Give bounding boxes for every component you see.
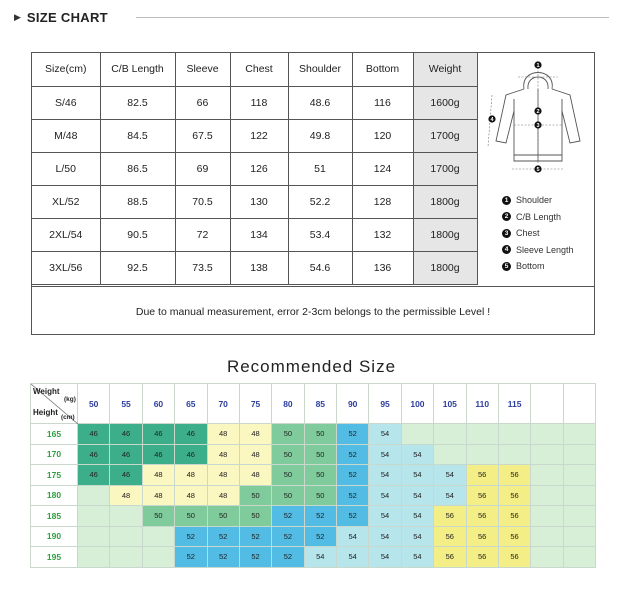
size-cell: 56 (498, 526, 530, 547)
legend-item (502, 225, 574, 242)
size-table-cell: 138 (230, 251, 288, 284)
weight-header-cell: 95 (369, 384, 401, 424)
size-table-header: Weight (413, 53, 477, 86)
size-cell: 56 (466, 526, 498, 547)
size-chart-box (31, 52, 595, 335)
size-table-cell: 82.5 (100, 86, 175, 119)
size-table-cell: 1800g (413, 218, 477, 251)
size-table-cell: 48.6 (288, 86, 352, 119)
size-cell: 46 (78, 465, 110, 486)
size-cell: 46 (78, 424, 110, 445)
size-table-cell: 1700g (413, 152, 477, 185)
size-cell: 46 (142, 424, 174, 445)
size-cell: 46 (175, 424, 207, 445)
size-cell: 50 (175, 506, 207, 527)
weight-header-cell (531, 384, 563, 424)
size-cell: 52 (272, 547, 304, 568)
play-arrow-icon: ▶ (14, 11, 21, 22)
height-label-cell: 190 (31, 526, 78, 547)
legend-number-badge: 5 (502, 262, 511, 271)
size-table-header: Bottom (352, 53, 413, 86)
size-table-header: Shoulder (288, 53, 352, 86)
size-table-cell: 84.5 (100, 119, 175, 152)
size-cell: 54 (401, 506, 433, 527)
table-corner (31, 384, 78, 424)
size-cell: 46 (110, 465, 142, 486)
size-cell: 50 (272, 465, 304, 486)
size-cell (531, 424, 563, 445)
size-table-cell: 136 (352, 251, 413, 284)
size-table-cell: 130 (230, 185, 288, 218)
size-cell: 52 (337, 424, 369, 445)
weight-header-cell: 110 (466, 384, 498, 424)
size-cell: 48 (175, 465, 207, 486)
size-cell (78, 526, 110, 547)
height-label-cell: 180 (31, 485, 78, 506)
size-cell: 46 (142, 444, 174, 465)
size-table-cell: 132 (352, 218, 413, 251)
size-cell: 48 (239, 465, 271, 486)
height-label-cell: 175 (31, 465, 78, 486)
size-cell: 56 (498, 547, 530, 568)
size-cell (563, 526, 595, 547)
size-cell: 54 (401, 547, 433, 568)
marker-4 (488, 115, 495, 123)
weight-label: Weight (33, 387, 60, 396)
weight-header-cell: 75 (239, 384, 271, 424)
size-cell (531, 547, 563, 568)
size-cell: 50 (239, 485, 271, 506)
legend-number-badge: 2 (502, 212, 511, 221)
legend-label: C/B Length (516, 211, 562, 222)
size-cell: 50 (207, 506, 239, 527)
size-table-cell: L/50 (32, 152, 100, 185)
height-row (31, 506, 596, 527)
legend-item (502, 209, 574, 226)
size-cell: 48 (110, 485, 142, 506)
size-table-cell: 49.8 (288, 119, 352, 152)
weight-header-cell: 105 (434, 384, 466, 424)
size-cell: 52 (337, 485, 369, 506)
legend-label: Bottom (516, 261, 545, 272)
height-row (31, 444, 596, 465)
size-cell: 52 (239, 526, 271, 547)
size-cell (563, 506, 595, 527)
legend-item (502, 192, 574, 209)
weight-header-cell: 60 (142, 384, 174, 424)
svg-text:4: 4 (490, 117, 494, 124)
weight-header-cell: 100 (401, 384, 433, 424)
size-cell: 48 (207, 424, 239, 445)
size-table-cell: 128 (352, 185, 413, 218)
size-cell: 54 (401, 526, 433, 547)
size-cell (401, 424, 433, 445)
size-cell: 54 (369, 424, 401, 445)
size-table (32, 53, 478, 285)
size-cell: 52 (337, 465, 369, 486)
size-cell: 46 (175, 444, 207, 465)
size-cell: 52 (175, 526, 207, 547)
size-table-cell: 88.5 (100, 185, 175, 218)
legend-number-badge: 1 (502, 196, 511, 205)
height-label: Height (33, 408, 58, 417)
size-table-cell: S/46 (32, 86, 100, 119)
size-cell: 48 (207, 444, 239, 465)
size-cell: 54 (369, 465, 401, 486)
size-cell (563, 485, 595, 506)
size-cell: 54 (369, 444, 401, 465)
size-table-cell: 51 (288, 152, 352, 185)
size-cell (531, 526, 563, 547)
size-cell: 48 (207, 465, 239, 486)
size-cell (110, 506, 142, 527)
size-cell: 56 (498, 465, 530, 486)
size-cell: 54 (369, 547, 401, 568)
marker-5 (534, 165, 541, 173)
height-label-cell: 170 (31, 444, 78, 465)
legend-label: Shoulder (516, 195, 553, 206)
size-table-row (32, 152, 477, 185)
size-table-cell: 66 (175, 86, 230, 119)
svg-text:3: 3 (536, 123, 540, 130)
size-cell: 54 (369, 526, 401, 547)
size-table-cell: 116 (352, 86, 413, 119)
size-cell: 56 (434, 547, 466, 568)
size-cell: 56 (466, 465, 498, 486)
size-table-cell: 1800g (413, 251, 477, 284)
size-cell (142, 526, 174, 547)
weight-header-cell: 115 (498, 384, 530, 424)
size-table-cell: 72 (175, 218, 230, 251)
size-chart-title: SIZE CHART (26, 9, 108, 25)
size-cell: 54 (434, 485, 466, 506)
height-row (31, 424, 596, 445)
size-table-cell: 53.4 (288, 218, 352, 251)
size-cell (142, 547, 174, 568)
size-cell: 56 (466, 547, 498, 568)
size-table-cell: 120 (352, 119, 413, 152)
size-cell (78, 547, 110, 568)
size-cell (434, 444, 466, 465)
size-cell: 54 (369, 485, 401, 506)
size-cell (78, 485, 110, 506)
size-cell: 52 (304, 506, 336, 527)
size-cell (563, 444, 595, 465)
size-cell: 50 (272, 485, 304, 506)
size-cell (110, 547, 142, 568)
hoodie-measurement-diagram (484, 59, 592, 177)
svg-text:5: 5 (536, 167, 540, 174)
size-table-cell: 1700g (413, 119, 477, 152)
svg-text:1: 1 (536, 63, 540, 70)
weight-header-row (31, 384, 596, 424)
size-cell (466, 424, 498, 445)
size-cell: 54 (337, 526, 369, 547)
size-cell: 48 (239, 444, 271, 465)
size-cell: 48 (175, 485, 207, 506)
size-table-cell: 70.5 (175, 185, 230, 218)
size-table-cell: M/48 (32, 119, 100, 152)
measurement-note: Due to manual measurement, error 2-3cm belongs to the permissible Level ! (32, 286, 594, 336)
height-label-cell: 165 (31, 424, 78, 445)
marker-2 (534, 107, 541, 115)
size-cell: 52 (207, 547, 239, 568)
size-table-cell: 52.2 (288, 185, 352, 218)
size-table-row (32, 86, 477, 119)
height-label-cell: 195 (31, 547, 78, 568)
size-table-cell: 92.5 (100, 251, 175, 284)
weight-header-cell: 70 (207, 384, 239, 424)
size-cell: 56 (466, 506, 498, 527)
size-cell: 56 (434, 506, 466, 527)
legend-number-badge: 3 (502, 229, 511, 238)
weight-unit: (kg) (64, 396, 76, 403)
size-cell: 46 (110, 424, 142, 445)
legend-label: Chest (516, 228, 540, 239)
size-table-cell: 1800g (413, 185, 477, 218)
height-row (31, 547, 596, 568)
size-cell: 50 (142, 506, 174, 527)
size-table-cell: 69 (175, 152, 230, 185)
size-cell (563, 424, 595, 445)
size-cell: 52 (337, 506, 369, 527)
height-row (31, 485, 596, 506)
size-cell: 50 (272, 444, 304, 465)
size-cell: 52 (239, 547, 271, 568)
weight-header-cell: 85 (304, 384, 336, 424)
size-table-cell: 67.5 (175, 119, 230, 152)
size-cell: 56 (498, 485, 530, 506)
size-table-cell: 122 (230, 119, 288, 152)
size-table-row (32, 251, 477, 284)
size-table-row (32, 185, 477, 218)
size-table-cell: 90.5 (100, 218, 175, 251)
size-table-cell: 3XL/56 (32, 251, 100, 284)
size-cell: 48 (207, 485, 239, 506)
size-cell: 50 (304, 444, 336, 465)
size-table-header: Chest (230, 53, 288, 86)
size-cell: 50 (272, 424, 304, 445)
size-cell: 52 (272, 526, 304, 547)
size-table-header: C/B Length (100, 53, 175, 86)
size-table-cell: 54.6 (288, 251, 352, 284)
size-table-cell: 134 (230, 218, 288, 251)
size-table-header: Sleeve (175, 53, 230, 86)
legend-item (502, 242, 574, 259)
size-table-row (32, 218, 477, 251)
size-cell (110, 526, 142, 547)
size-table-cell: 124 (352, 152, 413, 185)
size-table-cell: 86.5 (100, 152, 175, 185)
weight-header-cell: 50 (78, 384, 110, 424)
size-cell (466, 444, 498, 465)
size-table-cell: 2XL/54 (32, 218, 100, 251)
weight-header-cell: 65 (175, 384, 207, 424)
size-cell (498, 444, 530, 465)
size-cell: 52 (337, 444, 369, 465)
header-divider (136, 17, 609, 18)
size-cell: 48 (142, 465, 174, 486)
size-cell: 54 (401, 485, 433, 506)
height-label-cell: 185 (31, 506, 78, 527)
measurement-legend (502, 192, 574, 275)
weight-header-cell: 80 (272, 384, 304, 424)
size-table-cell: 1600g (413, 86, 477, 119)
height-row (31, 465, 596, 486)
size-table-header: Size(cm) (32, 53, 100, 86)
size-table-cell: 73.5 (175, 251, 230, 284)
size-cell: 52 (207, 526, 239, 547)
size-cell: 46 (78, 444, 110, 465)
size-table-row (32, 119, 477, 152)
size-cell: 54 (401, 444, 433, 465)
size-cell (78, 506, 110, 527)
recommended-title: Recommended Size (226, 357, 397, 376)
size-table-header-row (32, 53, 477, 86)
size-cell: 48 (142, 485, 174, 506)
weight-header-cell: 90 (337, 384, 369, 424)
size-cell: 54 (304, 547, 336, 568)
size-cell: 50 (239, 506, 271, 527)
size-cell (434, 424, 466, 445)
weight-header-cell: 55 (110, 384, 142, 424)
height-row (31, 526, 596, 547)
size-cell: 56 (434, 526, 466, 547)
svg-text:2: 2 (536, 109, 540, 116)
size-cell: 54 (337, 547, 369, 568)
size-cell: 48 (239, 424, 271, 445)
size-cell (563, 547, 595, 568)
size-cell: 46 (110, 444, 142, 465)
size-cell (531, 465, 563, 486)
legend-number-badge: 4 (502, 245, 511, 254)
size-cell: 54 (434, 465, 466, 486)
size-table-cell: 126 (230, 152, 288, 185)
legend-label: Sleeve Length (516, 244, 574, 255)
size-cell: 52 (175, 547, 207, 568)
size-table-cell: XL/52 (32, 185, 100, 218)
size-cell (563, 465, 595, 486)
size-cell (498, 424, 530, 445)
size-cell: 50 (304, 465, 336, 486)
weight-header-cell (563, 384, 595, 424)
size-cell (531, 485, 563, 506)
size-cell (531, 506, 563, 527)
size-cell (531, 444, 563, 465)
size-cell: 54 (401, 465, 433, 486)
size-cell: 52 (272, 506, 304, 527)
height-unit: (cm) (61, 414, 75, 421)
size-table-cell: 118 (230, 86, 288, 119)
size-chart-header (14, 6, 609, 28)
size-cell: 50 (304, 424, 336, 445)
marker-3 (534, 121, 541, 129)
size-cell: 56 (466, 485, 498, 506)
size-cell: 56 (498, 506, 530, 527)
size-cell: 52 (304, 526, 336, 547)
size-cell: 54 (369, 506, 401, 527)
marker-1 (534, 61, 541, 69)
recommended-size-table (30, 383, 596, 568)
size-cell: 50 (304, 485, 336, 506)
legend-item (502, 258, 574, 275)
